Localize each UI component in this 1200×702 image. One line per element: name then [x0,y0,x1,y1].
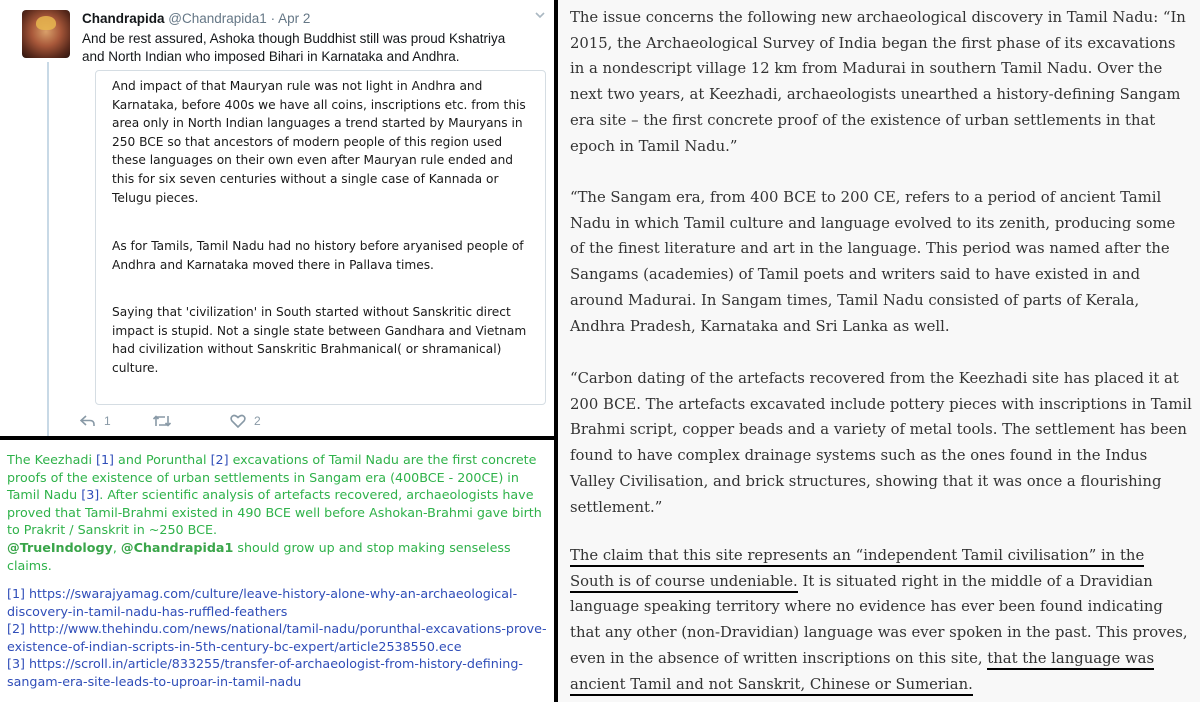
notes-panel [0,440,554,702]
article-paragraph: The issue concerns the following new archaeological discovery in Tamil Nadu: “In 2015, the Archaeological Survey of India began the first phase of its excavations in a nondescript village 12 km from Madurai in southern Tamil Nadu. Over the next two years, at Keezhadi, archaeologists unearthed a history-defining Sangam era site – the first concrete proof of the existence of urban settlements in that epoch in Tamil Nadu.” [570,9,1186,155]
quote-paragraph: As for Tamils, Tamil Nadu had no history before aryanised people of Andhra and Karnataka moved there in Pallava times. [112,239,524,272]
reference-list [7,585,547,691]
article-paragraph: “The Sangam era, from 400 BCE to 200 CE, refers to a period of ancient Tamil Nadu in which Tamil culture and language evolved to its zenith, producing some of the finest literature and art in the language. This period was named after the Sangams (academies) of Tamil poets and writers said to have existed in and around Madurai. In Sangam times, Tamil Nadu consisted of parts of Kerala, Andhra Pradesh, Karnataka and Sri Lanka as well. [570,189,1176,335]
tweet-date[interactable]: Apr 2 [278,11,311,26]
notes-text: , [112,539,121,555]
author-handle[interactable]: @Chandrapida1 [168,11,267,26]
thread-line [47,62,49,436]
author-name[interactable]: Chandrapida [82,11,165,26]
retweet-button[interactable] [152,414,180,428]
vertical-divider [554,0,558,702]
citation-link[interactable]: [1] [96,452,115,467]
like-count: 2 [254,414,261,428]
reference-link[interactable]: [1] https://swarajyamag.com/culture/leave-history-alone-why-an-archaeological-discovery-in-tamil-nadu-has-ruffled-feathers [7,586,518,619]
reply-icon [80,414,96,428]
notes-paragraph [7,451,547,574]
notes-text: excavations of Tamil Nadu are the first concrete proofs of the existence of urban settlements in Sangam era (400BCE - 200CE) in Tamil Nadu [7,452,537,503]
reply-button[interactable] [80,414,111,428]
quote-paragraph: Saying that 'civilization' in South started without Sanskritic direct impact is stupid. Not a single state between Gandhara and Vietnam had civilization without Sanskritic Brahmanical( or shramanical) culture. [112,305,527,375]
notes-text: The Keezhadi [7,452,97,467]
notes-text: and Porunthal [114,452,211,467]
article-panel [558,0,1200,702]
horizontal-divider [0,436,556,440]
reference-link[interactable]: [3] https://scroll.in/article/833255/transfer-of-archaeologist-from-history-defining-sangam-era-site-leads-to-uproar-in-tamil-nadu [7,656,523,689]
reference-link[interactable]: [2] http://www.thehindu.com/news/national/tamil-nadu/porunthal-excavations-prove-existence-of-indian-scripts-in-5th-century-bc-expert/article2538550.ece [7,621,547,654]
notes-text: . After scientific analysis of artefacts recovered, archaeologists have proved that Tamil-Brahmi existed in 490 BCE well before Ashokan-Brahmi gave birth to Prakrit / Sanskrit in ~250 BCE. [7,487,542,538]
separator: · [270,11,276,26]
notes-text: should grow up and stop making senseless claims. [7,539,511,573]
tweet-panel [0,0,554,436]
tweet-header [82,11,310,26]
underlined-claim: The claim that this site represents an “independent Tamil civilisation” in the South is of course undeniable. [570,547,1144,593]
chevron-down-icon[interactable] [534,9,546,21]
retweet-icon [152,414,172,428]
citation-link[interactable]: [2] [210,452,229,467]
article-paragraph [570,543,1192,697]
article-paragraph: “Carbon dating of the artefacts recovered from the Keezhadi site has placed it at 200 BCE. The artefacts excavated include pottery pieces with inscriptions in Tamil Brahmi script, copper beads and a variety of metal tools. The settlement has been found to have complex drainage systems such as the ones found in the Indus Valley Civilisation, and brick structures, showing that it was once a flourishing settlement.” [570,370,1192,516]
mention-link[interactable]: @Chandrapida1 [120,539,234,555]
quote-paragraph: And impact of that Mauryan rule was not light in Andhra and Karnataka, before 400s we have all coins, inscriptions etc. from this area only in North Indian languages a trend started by Mauryans in 250 BCE so that ancestors of modern people of this region used these languages on their own even after Mauryan rule ended and this for six seven centuries without a single case of Kannada or Telugu pieces. [112,79,526,205]
citation-link[interactable]: [3] [81,487,100,503]
mention-link[interactable]: @TrueIndology [7,539,113,555]
underlined-claim: that the language was ancient Tamil and not Sanskrit, Chinese or Sumerian. [570,650,1154,696]
like-button[interactable] [230,414,261,428]
avatar[interactable] [22,10,70,58]
reply-count: 1 [104,414,111,428]
heart-icon [230,414,246,428]
tweet-text: And be rest assured, Ashoka though Buddhist still was proud Kshatriya and North Indian who imposed Bihari in Karnataka and Andhra. [82,31,506,64]
quoted-tweet[interactable] [95,70,546,405]
article-text: It is situated right in the middle of a Dravidian language speaking territory where no evidence has ever been found indicating that any other (non-Dravidian) language was ever spoken in the past. This proves, even in the absence of written inscriptions on this site, [570,572,1188,667]
